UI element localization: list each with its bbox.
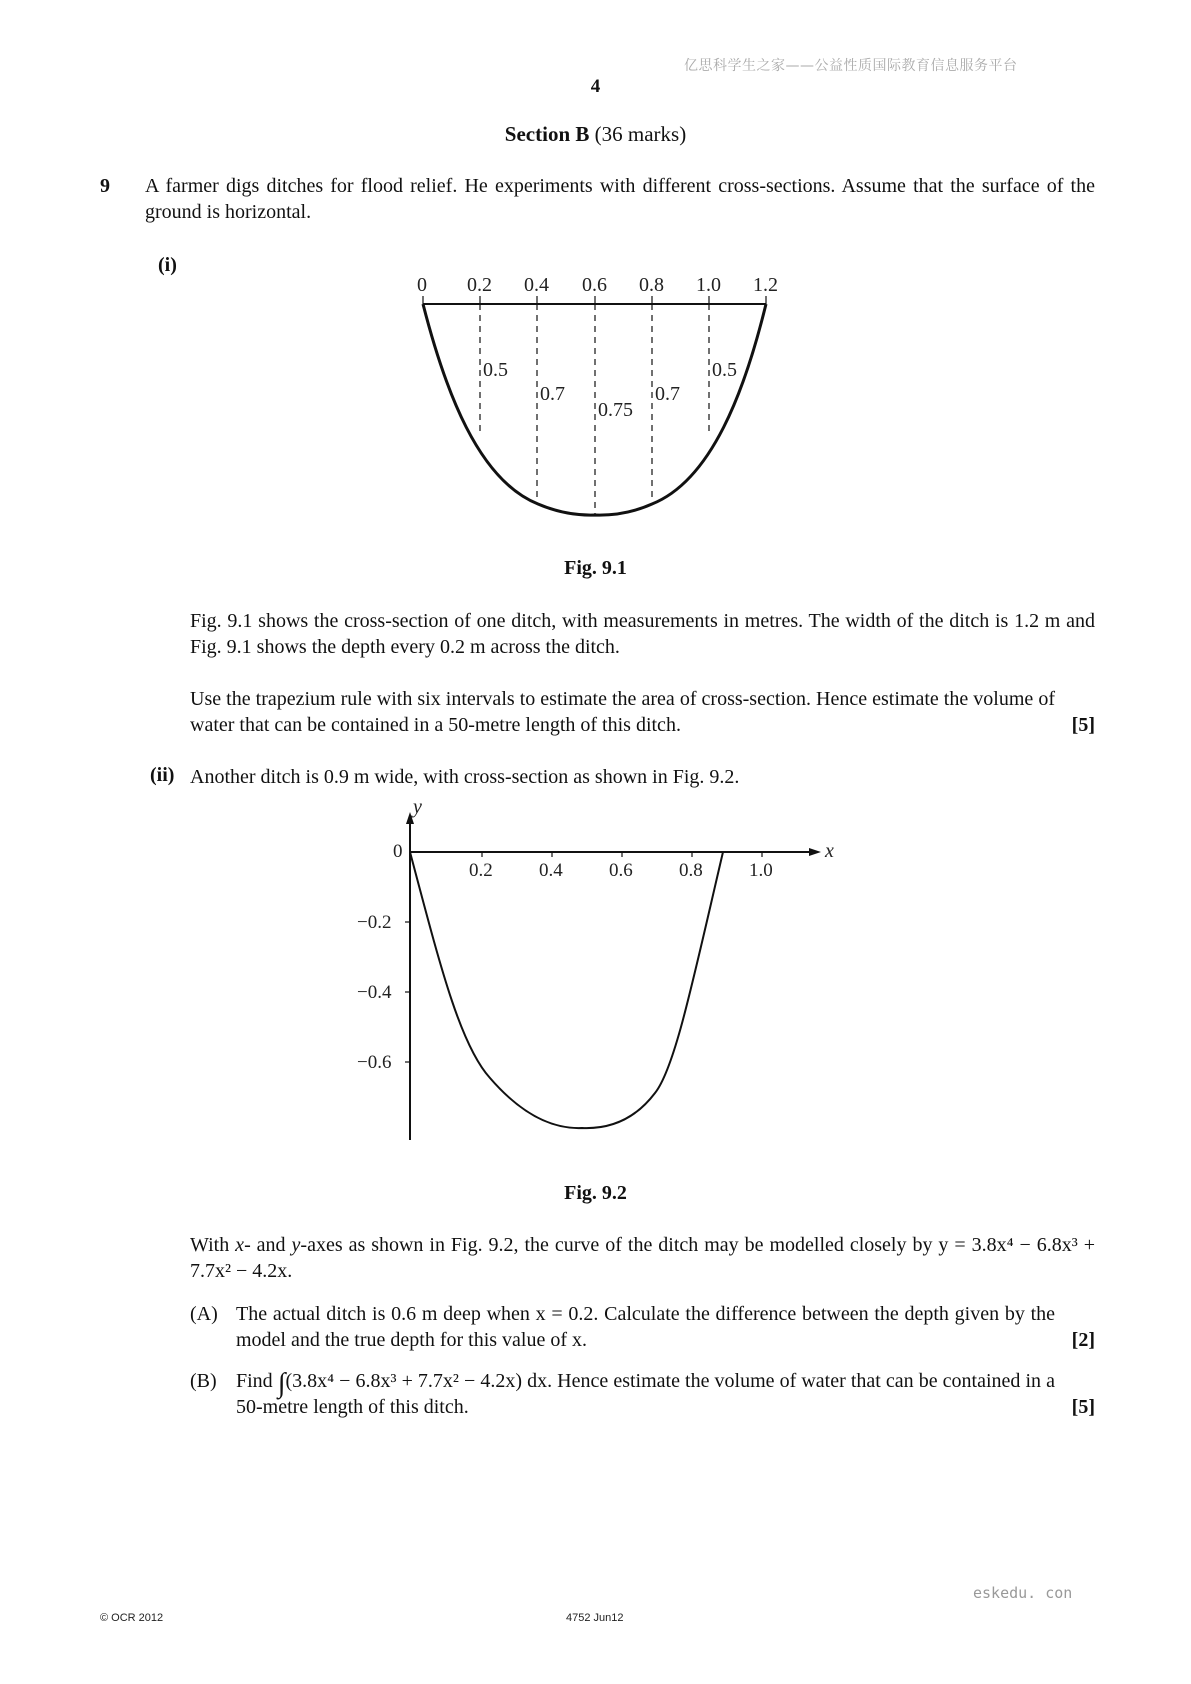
part-B-integrand: (3.8x⁴ − 6.8x³ + 7.7x² − 4.2x) dx.: [285, 1370, 553, 1392]
part-A-marks: [2]: [1071, 1329, 1095, 1351]
fig-9-2-x-tick-label: 1.0: [749, 860, 773, 881]
fig-9-2-x-tick-label: 0.2: [469, 860, 493, 881]
fig-9-1-x-tick-label: 0.6: [582, 274, 607, 296]
question-number: 9: [100, 175, 110, 197]
fig-9-1-depth-labels: [483, 359, 737, 421]
part-i-marks: [5]: [1071, 714, 1095, 736]
part-i-para1: Fig. 9.1 shows the cross-section of one ditch, with measurements in metres. The width of the ditch is 1.2 m and Fig. 9.1 shows the depth every 0.2 m across the ditch.: [190, 610, 1095, 658]
part-i-label: (i): [158, 254, 177, 276]
fig-9-1-x-tick-label: 1.0: [696, 274, 721, 296]
footer-copyright: © OCR 2012: [100, 1612, 164, 1624]
part-B-block: [236, 1368, 1095, 1420]
model-text-3: -axes as shown in Fig. 9.2, the curve of the ditch may be modelled closely by: [300, 1234, 933, 1256]
watermark-text: 亿思科学生之家——公益性质国际教育信息服务平台: [684, 58, 1018, 74]
part-B-marks: [5]: [1071, 1396, 1095, 1418]
fig-9-2-y-ticks: [357, 912, 410, 1073]
fig-9-2-y-tick-label: −0.6: [357, 1052, 392, 1073]
part-B-find: Find: [236, 1370, 273, 1392]
fig-9-1-x-tick-label: 0.8: [639, 274, 664, 296]
page-number: 4: [590, 76, 601, 97]
site-watermark: eskedu. con: [973, 1584, 1073, 1602]
fig-9-2-diagram: [355, 800, 845, 1140]
fig-9-1-depth-label: 0.5: [483, 359, 508, 381]
section-heading: [0, 122, 1191, 147]
part-B-paragraph: [236, 1368, 1095, 1420]
part-B-text: Hence estimate the volume of water that can be contained in a 50-metre length of this ditch.: [236, 1370, 1056, 1418]
fig-9-1-caption: Fig. 9.1: [564, 557, 627, 579]
part-ii-model-paragraph: [190, 1232, 1095, 1284]
model-equation: y = 3.8x⁴ − 6.8x³ + 7.7x² − 4.2x.: [190, 1234, 1096, 1282]
fig-9-1-depth-label: 0.7: [540, 383, 565, 405]
section-title: Section B: [504, 122, 590, 146]
part-ii-intro: Another ditch is 0.9 m wide, with cross-section as shown in Fig. 9.2.: [190, 766, 740, 788]
model-text-1: With: [190, 1234, 230, 1256]
fig-9-2-y-tick-label: −0.2: [357, 912, 392, 933]
part-ii-label: (ii): [150, 764, 175, 786]
fig-9-2-origin-label: 0: [393, 841, 403, 862]
model-text-2: - and: [244, 1234, 286, 1256]
fig-9-2-x-tick-label: 0.6: [609, 860, 633, 881]
fig-9-1-diagram: [400, 270, 800, 530]
model-x: x: [235, 1234, 245, 1256]
fig-9-1-x-tick-label: 1.2: [753, 274, 778, 296]
part-A-text: The actual ditch is 0.6 m deep when x = 0.2. Calculate the difference between the depth given by the model and the true depth for this value of x.: [236, 1303, 1055, 1351]
integral-sign: ∫: [277, 1368, 286, 1399]
question-intro: A farmer digs ditches for flood relief. He experiments with different cross-sections. Assume that the surface of the ground is horizontal.: [145, 175, 1095, 223]
part-B-label: (B): [190, 1370, 217, 1392]
footer-code: 4752 Jun12: [566, 1612, 624, 1624]
fig-9-2-x-tick-label: 0.8: [679, 860, 703, 881]
part-A-block: [236, 1301, 1095, 1353]
fig-9-1-depth-label: 0.75: [598, 399, 633, 421]
part-i-para2-block: [190, 686, 1095, 738]
fig-9-2-x-tick-label: 0.4: [539, 860, 563, 881]
fig-9-1-depth-label: 0.7: [655, 383, 680, 405]
fig-9-1-x-ticks: [417, 274, 778, 304]
model-y: y: [291, 1234, 301, 1256]
fig-9-2-curve: [410, 852, 723, 1128]
part-i-para2: Use the trapezium rule with six intervals to estimate the area of cross-section. Hence estimate the volume of water that can be contained in a 50-metre length of this ditch.: [190, 688, 1055, 736]
fig-9-1-depth-label: 0.5: [712, 359, 737, 381]
fig-9-2-y-tick-label: −0.4: [357, 982, 392, 1003]
fig-9-2-x-ticks: [469, 852, 773, 881]
fig-9-2-x-arrow: [809, 848, 821, 856]
fig-9-2-y-axis-label: y: [413, 800, 422, 818]
fig-9-1-x-tick-label: 0: [417, 274, 427, 296]
fig-9-1-x-tick-label: 0.2: [467, 274, 492, 296]
fig-9-2-x-axis-label: x: [825, 840, 834, 862]
fig-9-2-caption: Fig. 9.2: [564, 1182, 627, 1204]
fig-9-1-depth-lines: [480, 304, 709, 515]
section-marks: (36 marks): [594, 122, 687, 146]
part-A-label: (A): [190, 1303, 218, 1325]
fig-9-1-x-tick-label: 0.4: [524, 274, 549, 296]
